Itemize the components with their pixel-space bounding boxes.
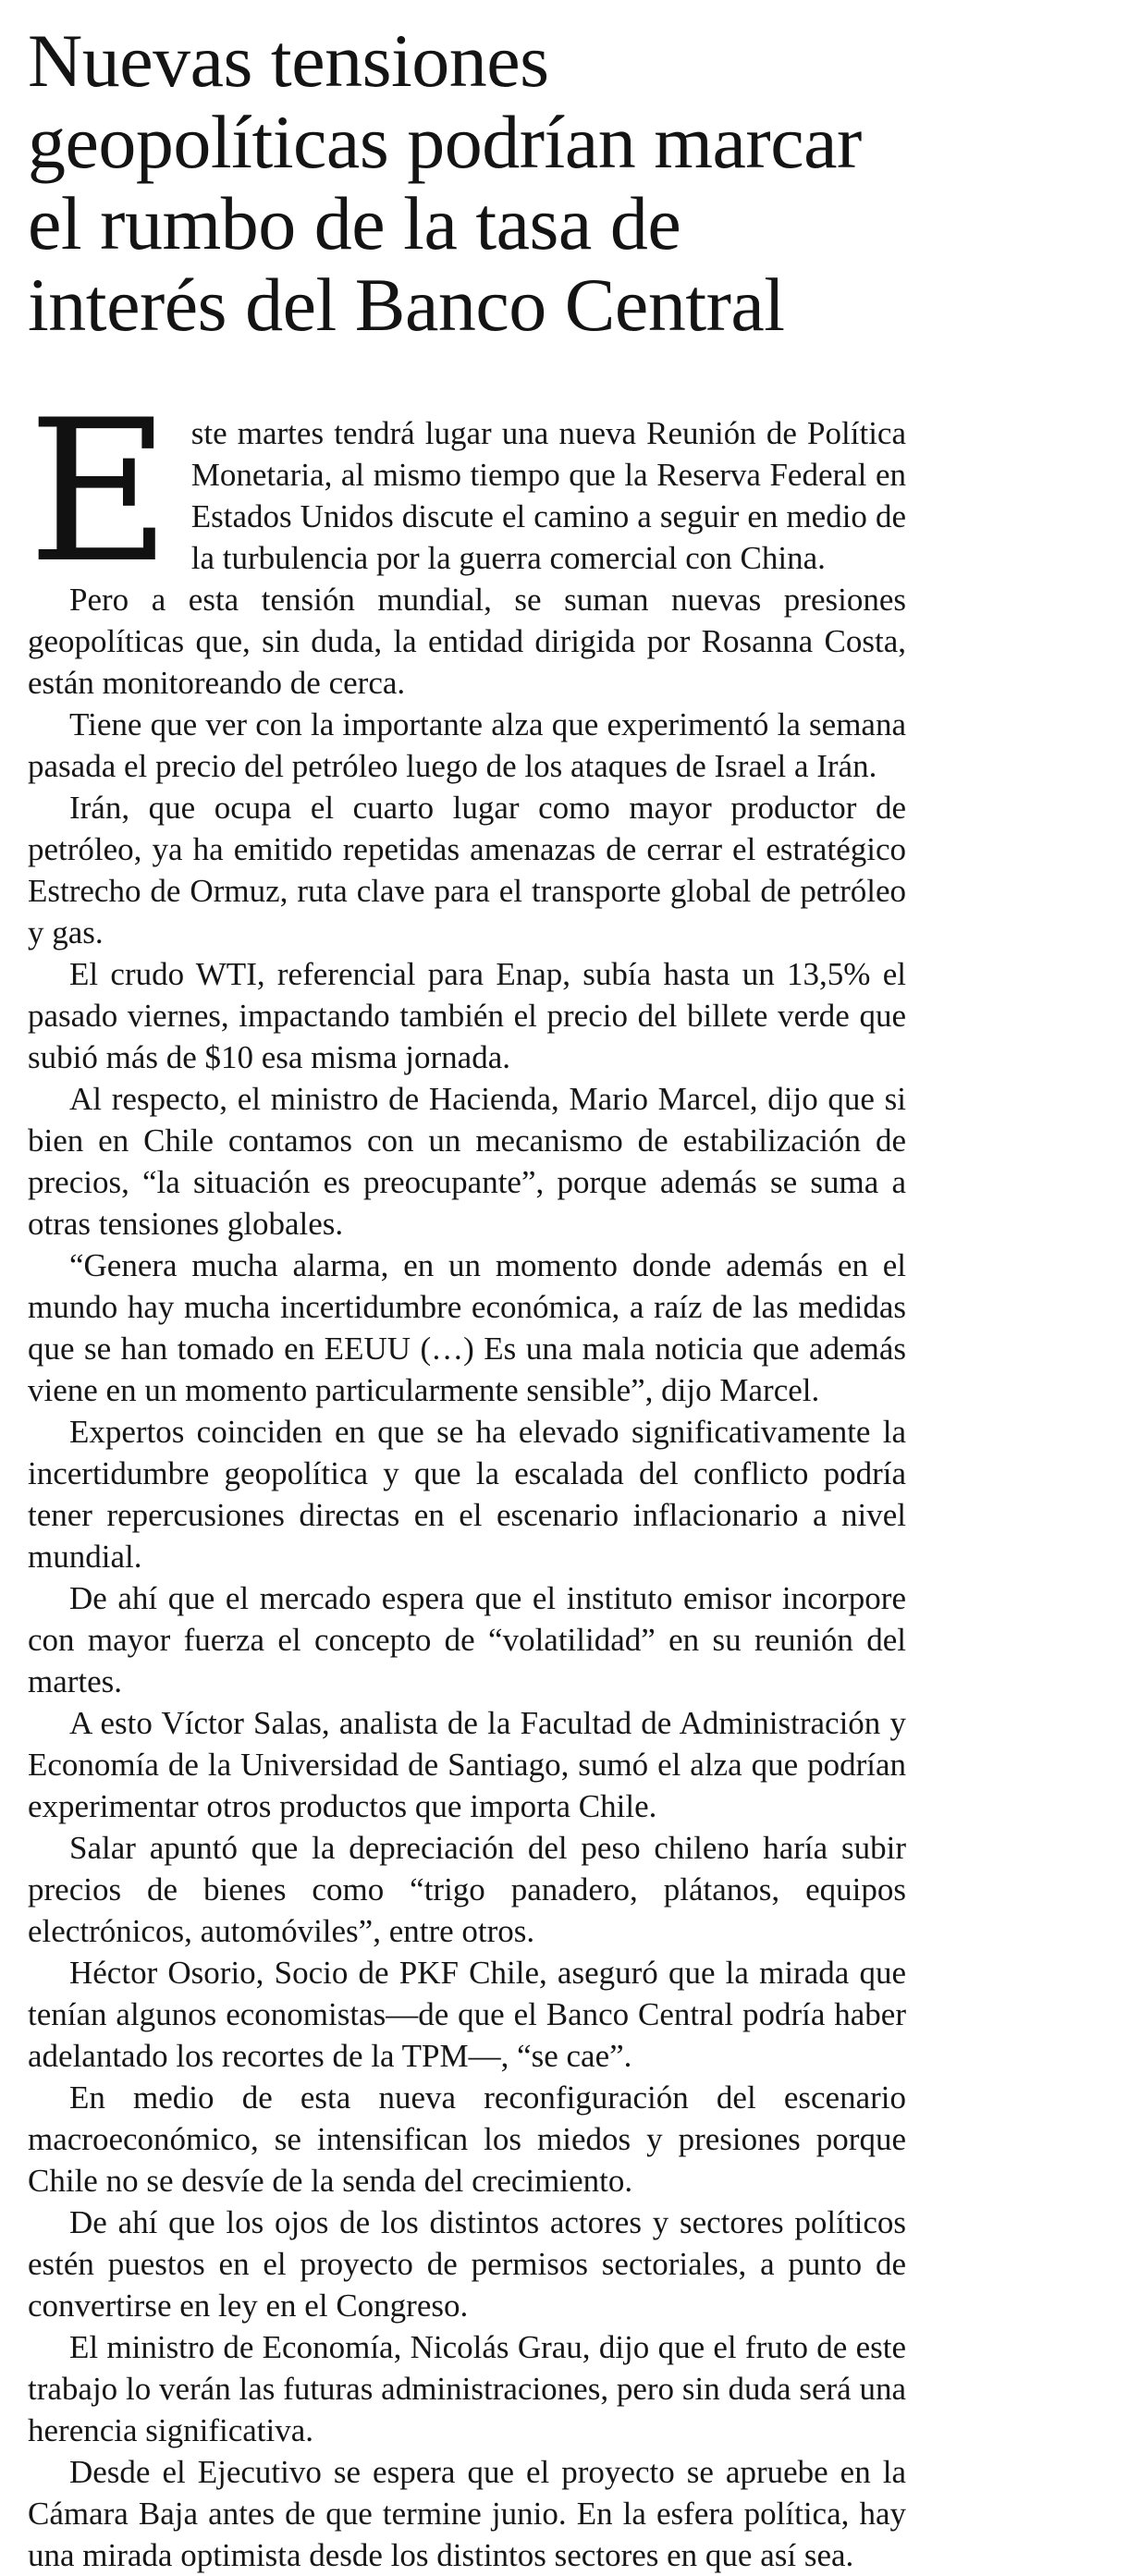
lead-paragraph [28,377,906,606]
body-paragraph: De ahí que los ojos de los distintos actores y sectores políticos estén puestos en el proyecto de permisos sectoriales, a punto de convertirse en ley en el Congreso. [28,2204,906,2324]
body-paragraph: Expertos coinciden en que se ha elevado significativamente la incertidumbre geopolítica y que la escalada del conflicto podría tener repercusiones directas en el escenario inflacionario a nivel mundial. [28,1414,906,1575]
body-paragraph: El ministro de Economía, Nicolás Grau, dijo que el fruto de este trabajo lo verán las futuras administraciones, pero sin duda será una herencia significativa. [28,2329,906,2448]
body-paragraph: Pero a esta tensión mundial, se suman nuevas presiones geopolíticas que, sin duda, la entidad dirigida por Rosanna Costa, están monitoreando de cerca. [28,582,906,701]
body-paragraph: De ahí que el mercado espera que el instituto emisor incorpore con mayor fuerza el concepto de “volatilidad” en su reunión del martes. [28,1580,906,1699]
body-paragraph: A esto Víctor Salas, analista de la Facultad de Administración y Economía de la Universidad de Santiago, sumó el alza que podrían experimentar otros productos que importa Chile. [28,1705,906,1824]
body-paragraph: El crudo WTI, referencial para Enap, subía hasta un 13,5% el pasado viernes, impactando también el precio del billete verde que subió más de $10 esa misma jornada. [28,956,906,1075]
body-paragraph: Salar apuntó que la depreciación del peso chileno haría subir precios de bienes como “trigo panadero, plátanos, equipos electrónicos, automóviles”, entre otros. [28,1830,906,1949]
body-paragraph: Al respecto, el ministro de Hacienda, Mario Marcel, dijo que si bien en Chile contamos con un mecanismo de estabilización de precios, “la situación es preocupante”, porque además se suma a otras tensiones globales. [28,1081,906,1242]
headline: Nuevas tensiones geopolíticas podrían marcar el rumbo de la tasa de interés del Banco Central [28,18,862,347]
body-paragraph: Desde el Ejecutivo se espera que el proyecto se apruebe en la Cámara Baja antes de que termine junio. En la esfera política, hay una mirada optimista desde los distintos sectores en que así sea. [28,2454,906,2573]
body-paragraph: Héctor Osorio, Socio de PKF Chile, aseguró que la mirada que tenían algunos economistas—de que el Banco Central podría haber adelantado los recortes de la TPM—, “se cae”. [28,1955,906,2074]
article-body [28,377,906,2576]
body-paragraph: En medio de esta nueva reconfiguración del escenario macroeconómico, se intensifican los miedos y presiones porque Chile no se desvíe de la senda del crecimiento. [28,2079,906,2199]
body-paragraph: “Genera mucha alarma, en un momento donde además en el mundo hay mucha incertidumbre económica, a raíz de las medidas que se han tomado en EEUU (…) Es una mala noticia que además viene en un momento particularmente sensible”, dijo Marcel. [28,1247,906,1408]
body-paragraph: Tiene que ver con la importante alza que experimentó la semana pasada el precio del petróleo luego de los ataques de Israel a Irán. [28,706,906,784]
drop-cap: E [28,377,171,606]
body-paragraph: Irán, que ocupa el cuarto lugar como mayor productor de petróleo, ya ha emitido repetidas amenazas de cerrar el estratégico Estrecho de Ormuz, ruta clave para el transporte global de petróleo y gas. [28,790,906,951]
lead-text: ste martes tendrá lugar una nueva Reunión de Política Monetaria, al mismo tiempo que la Reserva Federal en Estados Unidos discute el camino a seguir en medio de la turbulencia por la guerra comercial con China. [190,415,906,576]
